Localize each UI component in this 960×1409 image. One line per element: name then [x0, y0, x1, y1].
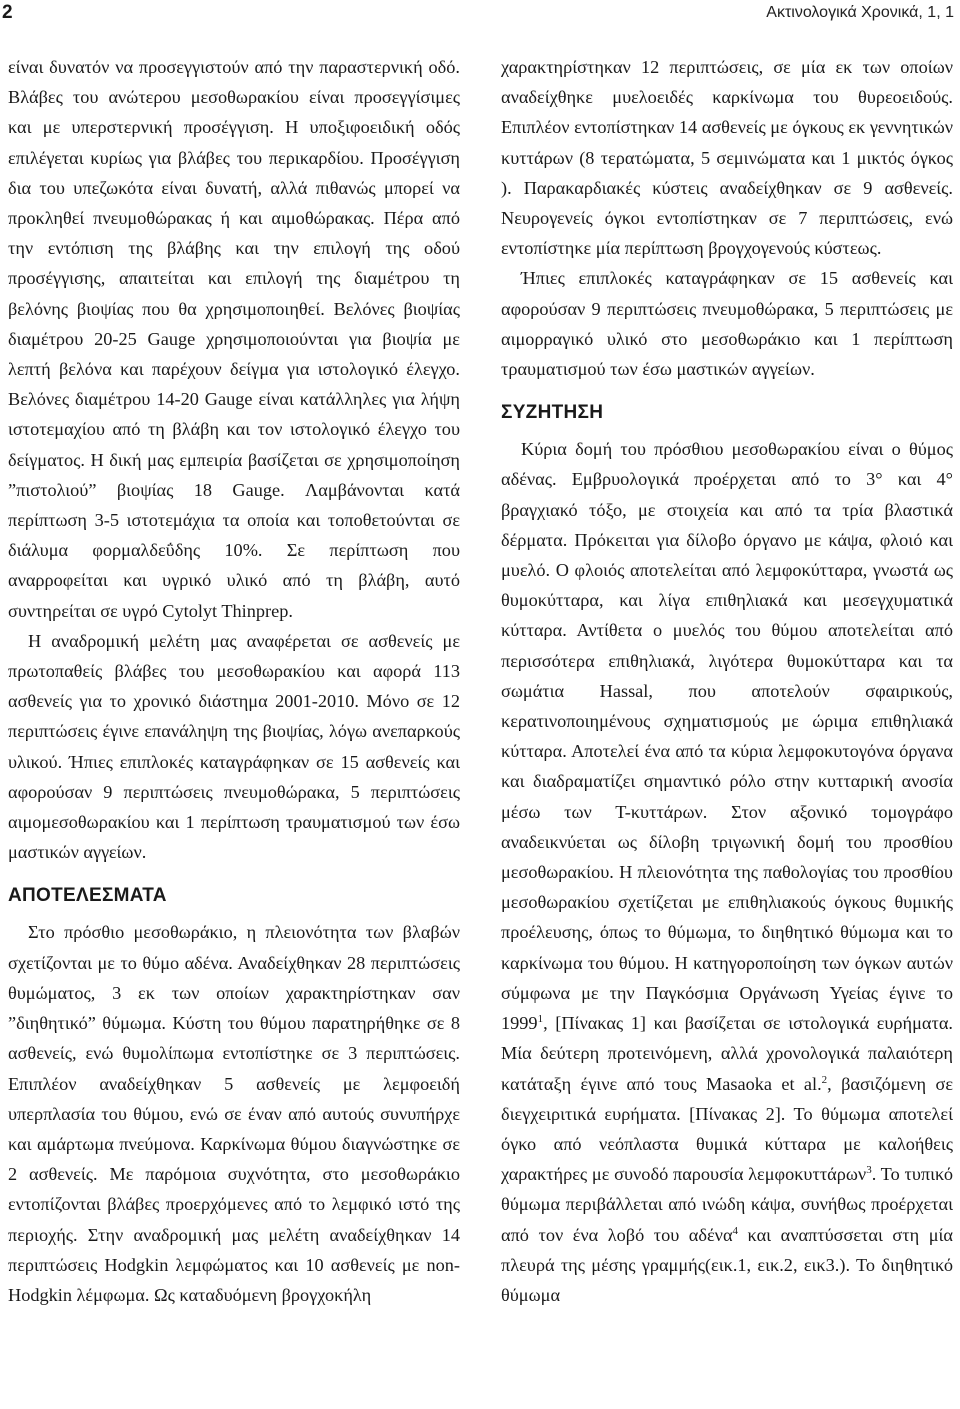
journal-running-head: Ακτινολογικά Χρονικά, 1, 1 — [766, 4, 954, 21]
text-segment: και αναπτύσσεται στη μία πλευρά της μέσης γραμμής(εικ.1, εικ.2, εικ3.). Το διηθητικό θύμωμα — [501, 1224, 953, 1305]
text-segment: , βασιζόμενη σε διεγχειριτικά ευρήματα. [Πίνακας 2]. Το θύμωμα αποτελεί όγκο από νεόπλαστα θυμικά κύτταρα με καλοήθεις χαρακτήρες με συνοδό παρουσία λεμφοκυττάρων — [501, 1073, 954, 1185]
text-segment: , [Πίνακας 1] και βασίζεται σε ιστολογικά ευρήματα. Μία δεύτερη προτεινόμενη, αλλά χρονολογικά παλαιότερη κατάταξη έγινε από τους Masaoka et al. — [501, 1013, 953, 1094]
page-header — [0, 0, 960, 34]
page-number: 2 — [2, 2, 13, 23]
text-segment: . Το τυπικό θύμωμα περιβάλλεται από ινώδη κάψα, συνήθως προέρχεται από τον ένα λοβό του αδένα — [501, 1164, 953, 1245]
text-segment: Κύρια δομή του πρόσθιου μεσοθωρακίου είναι ο θύμος αδένας. Εμβρυολογικά προέρχεται από το 3° και 4° βραγχιακό τόξο, με στοιχεία και από τα τρία βλαστικά δέρματα. Πρόκειται για δίλοβο όργανο με κάψα, φλοιό και μυελό. Ο φλοιός αποτελείται από λεμφοκύτταρα, γνωστά ως θυμοκύτταρα, και λίγα επιθηλιακά και μεσεγχυματικά κύτταρα. Αντίθετα ο μυελός του θύμου αποτελείται από περισσότερα επιθηλιακά, λιγότερα θυμοκύτταρα και τα σωμάτια Hassal, που αποτελούν σφαιρικούς, κερατινοποιημένους σχηματισμούς με ώριμα επιθηλιακά κύτταρα. Αποτελεί ένα από τα κύρια λεμφοκυτογόνα όργανα και διαδραματίζει σημαντικό ρόλο στην κυτταρική ανοσία μέσω των Τ-κυττάρων. Στον αξονικό τομογράφο αναδεικνύεται ως δίλοβη τριγωνική δομή του προσθίου μεσοθωρακίου. Η πλειονότητα της παθολογίας του προσθίου μεσοθωρακίου σχετίζεται με επιθηλιακούς όγκους θυμικής προέλευσης, όπως το θύμωμα, το διηθητικό θύμωμα και το καρκίνωμα του θύμου. Η κατηγοροποίηση των όγκων αυτών σύμφωνα με την Παγκόσμια Οργάνωση Υγείας έγινε το 1999 — [501, 439, 953, 1034]
citation-ref: 1 — [537, 1013, 544, 1025]
right-column — [501, 52, 953, 1310]
body-paragraph: Ήπιες επιπλοκές καταγράφηκαν σε 15 ασθενείς και αφορούσαν 9 περιπτώσεις πνευμοθώρακα, 5 περιπτώσεις με αιμορραγικό υλικό στο μεσοθωράκιο και 1 περίπτωση τραυματισμού των έσω μαστικών αγγείων. — [501, 268, 953, 380]
body-paragraph: χαρακτηρίστηκαν 12 περιπτώσεις, σε μία εκ των οποίων αναδείχθηκε μυελοειδές καρκίνωμα του θυρεοειδούς. Επιπλέον εντοπίστηκαν 14 ασθενείς με όγκους εκ γεννητικών κυττάρων (8 τερατώματα, 5 σεμινώματα και 1 μικτός όγκος ). Παρακαρδιακές κύστεις αναδείχθηκαν σε 9 ασθενείς. Νευρογενείς όγκοι εντοπίστηκαν σε 7 περιπτώσεις, ενώ εντοπίστηκε μία περίπτωση βρογχογενούς κύστεως. — [501, 57, 953, 259]
body-paragraph: Η αναδρομική μελέτη μας αναφέρεται σε ασθενείς με πρωτοπαθείς βλάβες του μεσοθωρακίου και αφορά 113 ασθενείς για το χρονικό διάστημα 2001-2010. Μόνο σε 12 περιπτώσεις έγινε επανάληψη της βιοψίας, λόγω ανεπαρκούς υλικού. Ήπιες επιπλοκές καταγράφηκαν σε 15 ασθενείς και αφορούσαν 9 περιπτώσεις πνευμοθώρακα, 5 περιπτώσεις αιμομεσοθωρακίου και 1 περίπτωση τραυματισμού των έσω μαστικών αγγείων. — [8, 630, 460, 863]
body-paragraph-discussion — [501, 434, 953, 1310]
citation-ref: 3 — [866, 1164, 872, 1177]
body-paragraph: είναι δυνατόν να προσεγγιστούν από την παραστερνική οδό. Βλάβες του ανώτερου μεσοθωρακίου είναι προσεγγίσιμες και με υπερστερνική προσέγγιση. Η υποξιφοειδική οδός επιλέγεται κυρίως για βλάβες του περικαρδίου. Προσέγγιση δια του υπεζωκότα είναι δυνατή, αλλά πιθανώς μπορεί να προκληθεί πνευμοθώρακας ή και αιμοθώρακας. Πέρα από την εντόπιση της βλάβης και την επιλογή της οδού προσέγγισης, απαιτείται και επιλογή της διαμέτρου τη βελόνης βιοψίας που θα χρησιμοποιηθεί. Βελόνες βιοψίας διαμέτρου 20-25 Gauge χρησιμοποιούνται για βιοψία με λεπτή βελόνα και παρέχουν δείγμα για ιστολογικό έλεγχο. Βελόνες διαμέτρου 14-20 Gauge είναι κατάλληλες για λήψη ιστοτεμαχίου από τη βλάβη και τον ιστολογικό έλεγχο του δείγματος. Η δική μας εμπειρία βασίζεται σε χρησιμοποίηση ”πιστολιού” βιοψίας 18 Gauge. Λαμβάνονται κατά περίπτωση 3-5 ιστοτεμάχια τα οποία και τοποθετούνται σε διάλυμα φορμαλδεΰδης 10%. Σε περίπτωση που αναρροφείται και υγρικό υλικό από τη βλάβη, αυτό συντηρείται σε υγρό Cytolyt Thinprep. — [8, 57, 460, 621]
body-paragraph: Στο πρόσθιο μεσοθωράκιο, η πλειονότητα των βλαβών σχετίζονται με το θύμο αδένα. Αναδείχθηκαν 28 περιπτώσεις θυμώματος, 3 εκ των οποίων χαρακτηρίστηκαν σαν ”διηθητικό” θύμωμα. Κύστη του θύμου παρατηρήθηκε σε 8 ασθενείς, ενώ θυμολίπωμα εντοπίστηκε σε 3 περιπτώσεις. Επιπλέον αναδείχθηκαν 5 ασθενείς με λεμφοειδή υπερπλασία του θύμου, ενώ σε έναν από αυτούς συνυπήρχε και αμάρτωμα πνεύμονα. Καρκίνωμα θύμου διαγνώστηκε σε 2 ασθενείς. Με παρόμοια συχνότητα, στο μεσοθωράκιο εντοπίζονται βλάβες προερχόμενες από το λεμφικό ιστό της περιοχής. Στην αναδρομική μας μελέτη αναδείχθηκαν 14 περιπτώσεις Hodgkin λεμφώματος και 10 ασθενείς με non-Hodgkin λέμφωμα. Ως καταδυόμενη βρογχοκήλη — [8, 922, 460, 1305]
section-heading-discussion: ΣΥΖΗΤΗΣΗ — [501, 402, 604, 424]
citation-ref: 2 — [821, 1073, 828, 1086]
citation-ref: 4 — [732, 1224, 739, 1237]
left-column — [8, 52, 460, 1310]
section-heading-results: ΑΠΟΤΕΛΕΣΜΑΤΑ — [8, 885, 167, 907]
